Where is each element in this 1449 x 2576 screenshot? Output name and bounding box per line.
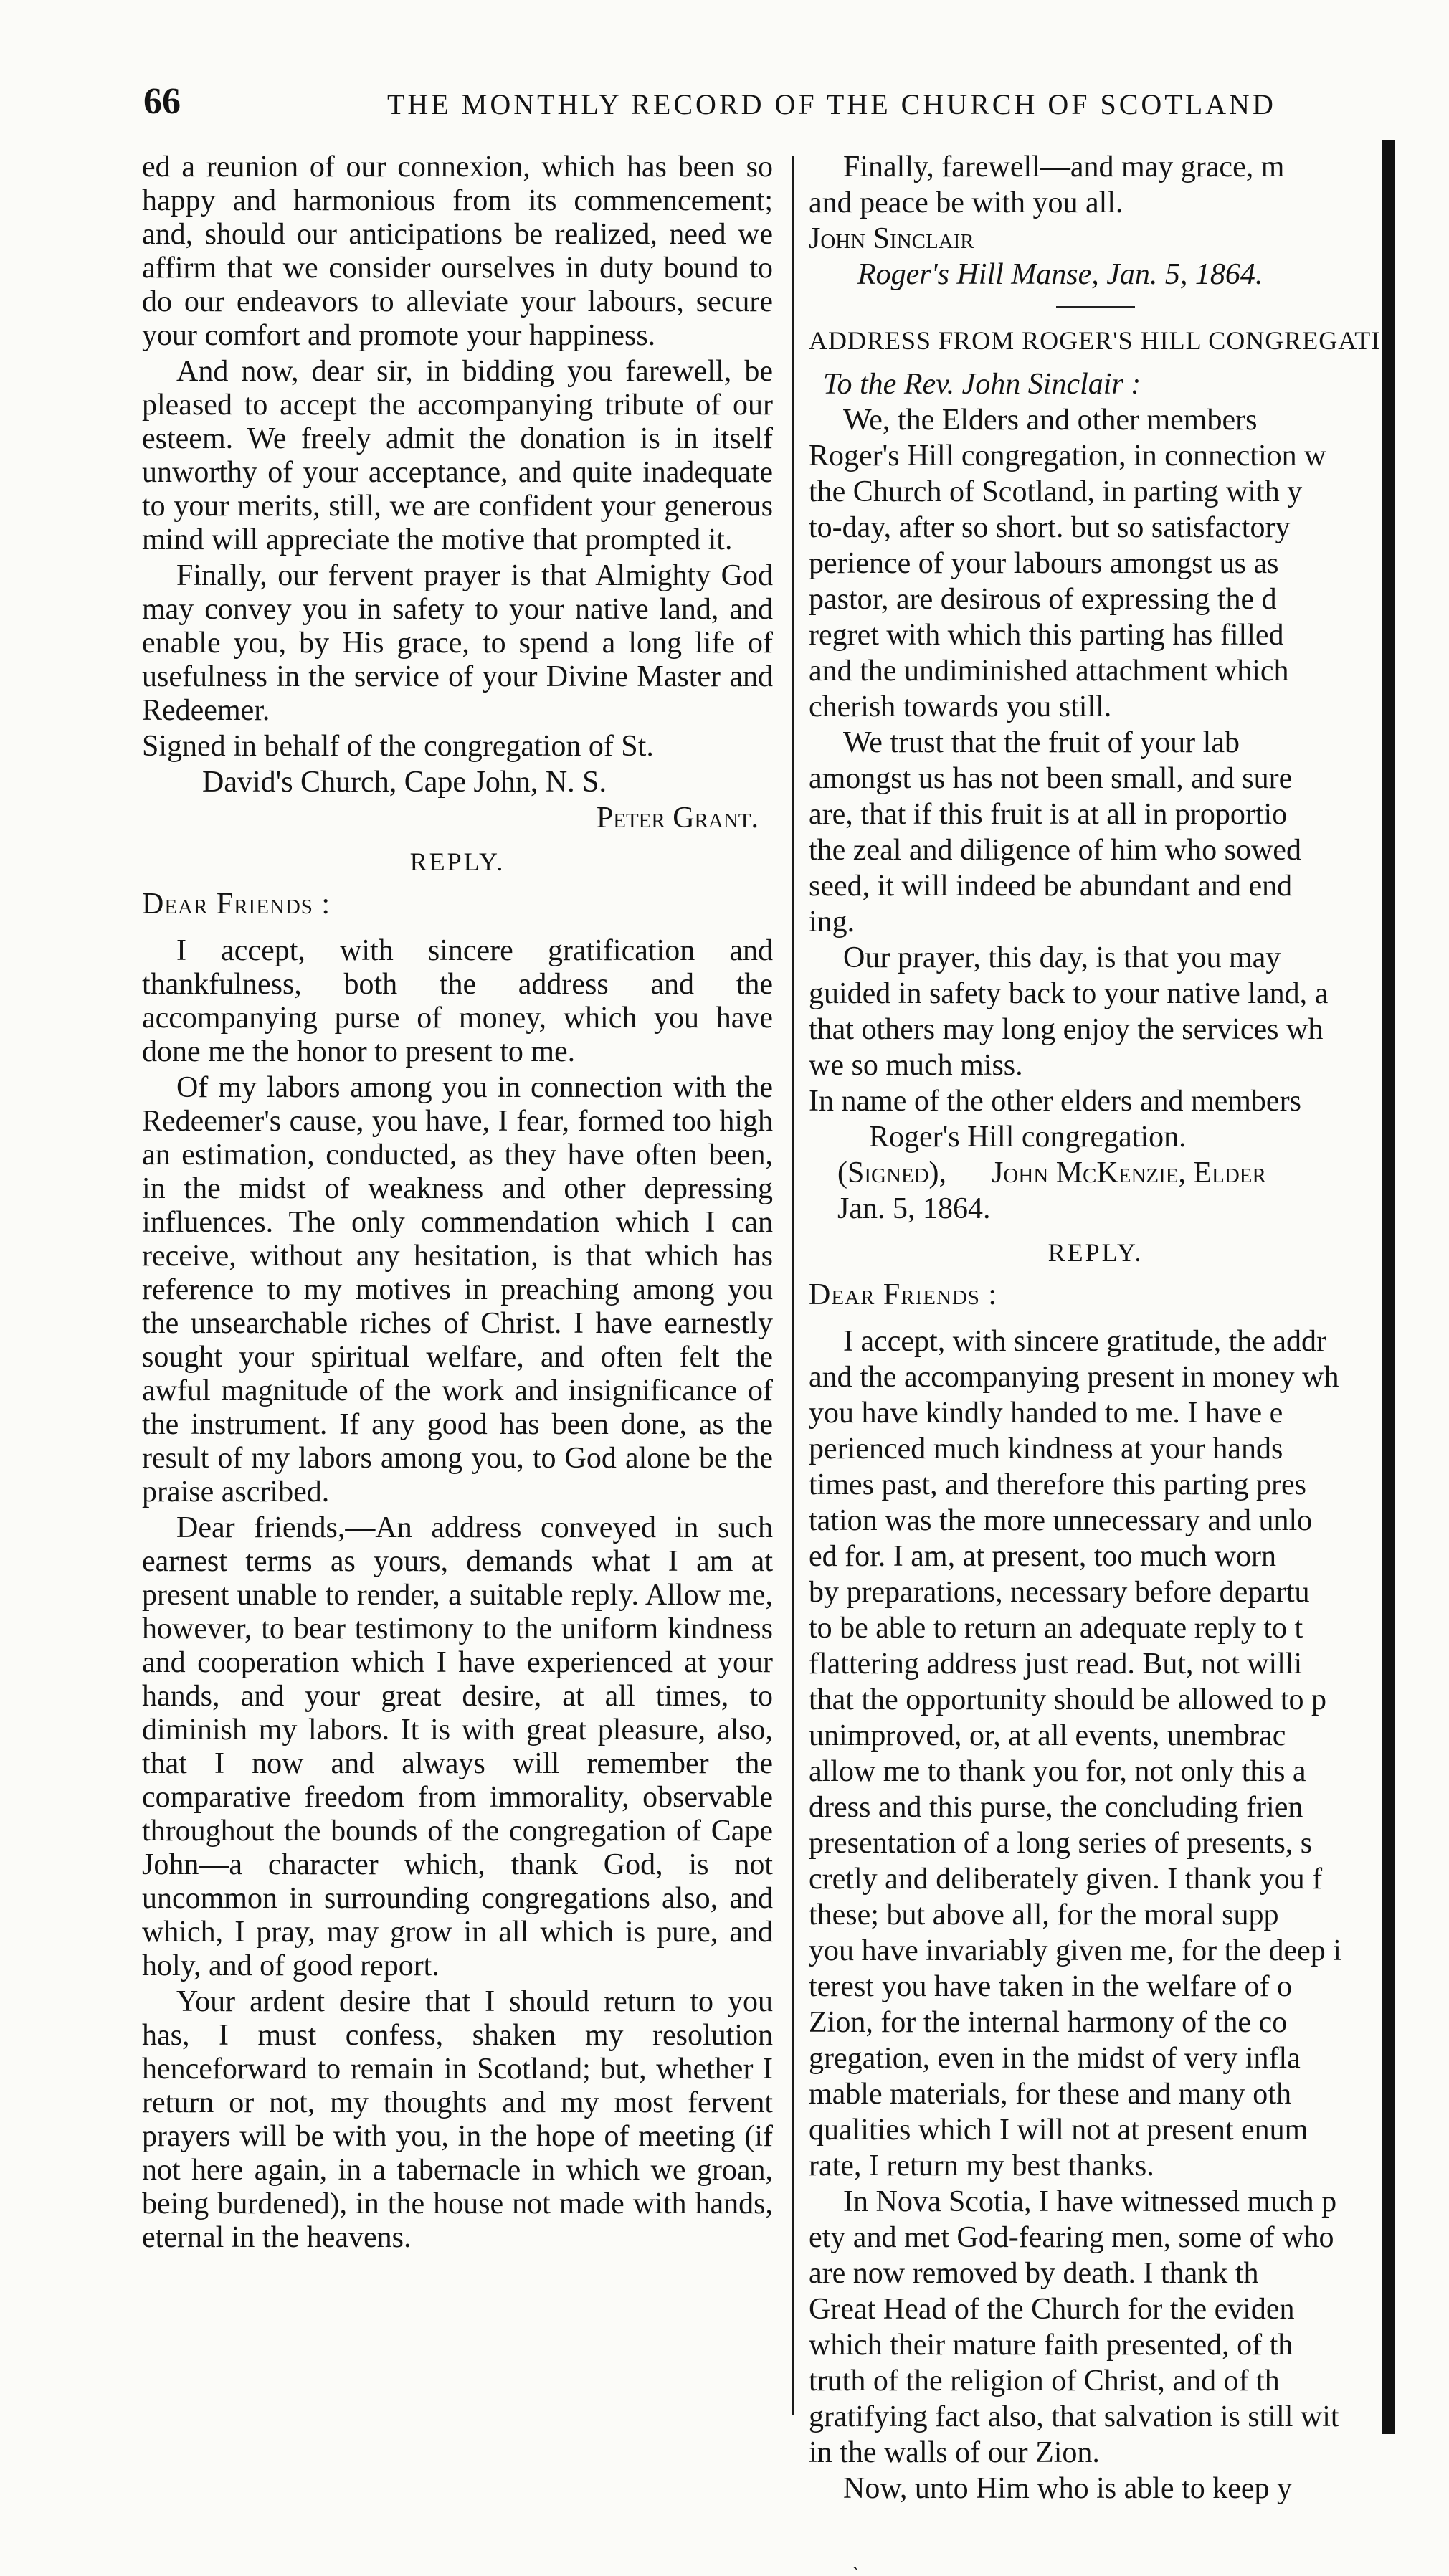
- text-line: cherish towards you still.: [809, 690, 1112, 723]
- text-line: unimproved, or, at all events, unembrac: [809, 1719, 1286, 1752]
- text-line: truth of the religion of Christ, and of th: [809, 2364, 1280, 2397]
- text-line: We, the Elders and other members: [843, 404, 1258, 437]
- text-line: seed, it will indeed be abundant and end: [809, 870, 1293, 903]
- text-line: presentation of a long series of presents, s: [809, 1827, 1313, 1860]
- scan-mark: ˎ: [852, 2547, 859, 2570]
- text-line: and the accompanying present in money wh: [809, 1361, 1339, 1394]
- text-line: In Nova Scotia, I have witnessed much p: [843, 2185, 1337, 2218]
- reply-heading: REPLY.: [409, 847, 505, 876]
- text-line: the zeal and diligence of him who sowed: [809, 834, 1301, 867]
- left-column: [142, 151, 773, 2257]
- column-divider: [792, 156, 794, 2415]
- text-line: Our prayer, this day, is that you may: [843, 941, 1281, 974]
- page-number: 66: [143, 81, 181, 122]
- text-line: terest you have taken in the welfare of o: [809, 1970, 1293, 2003]
- text-line: Great Head of the Church for the eviden: [809, 2293, 1295, 2326]
- page-header: [143, 80, 1391, 138]
- text-line: pastor, are desirous of expressing the d: [809, 583, 1277, 616]
- text-line: which their mature faith presented, of th: [809, 2329, 1293, 2362]
- reply-paragraph-2: Of my labors among you in connection with the Redeemer's cause, you have, I fear, formed too high an estimation, conducted, as they have often been, in the midst of weakness and other depressing influences. The only commendation which I can receive, without any hesitation, is that which has reference to my motives in preaching among you the unsearchable riches of Christ. I have earnestly sought your spiritual welfare, and often felt the awful magnitude of the work and insignificance of the instrument. If any good has been done, as the result of my labors among you, to God alone be the praise ascribed.: [142, 1071, 773, 1508]
- text-line: regret with which this parting has filled: [809, 619, 1284, 652]
- address-heading: ADDRESS FROM ROGER'S HILL CONGREGATI: [809, 326, 1381, 355]
- text-line: ing.: [809, 906, 855, 938]
- text-line: ed for. I am, at present, too much worn: [809, 1540, 1276, 1573]
- text-line: tation was the more unnecessary and unlo: [809, 1504, 1313, 1537]
- name-line: In name of the other elders and members: [809, 1085, 1301, 1118]
- paragraph-farewell: And now, dear sir, in bidding you farewell, be pleased to accept the accompanying tribute of our esteem. We freely admit the donation is in itself unworthy of your acceptance, and quite inadequate to your merits, still, we are confident your generous mind will appreciate the motive that prompted it.: [142, 355, 773, 556]
- text-line: in the walls of our Zion.: [809, 2436, 1100, 2469]
- text-line: these; but above all, for the moral supp: [809, 1898, 1279, 1931]
- church-line: David's Church, Cape John, N. S.: [202, 766, 607, 799]
- addressee: To the Rev. John Sinclair :: [823, 368, 1141, 401]
- text-line: by preparations, necessary before departu: [809, 1576, 1310, 1609]
- text-line: guided in safety back to your native land, a: [809, 977, 1329, 1010]
- text-line: gregation, even in the midst of very infla: [809, 2042, 1301, 2075]
- text-line: gratifying fact also, that salvation is still wit: [809, 2400, 1339, 2433]
- text-line: you have kindly handed to me. I have e: [809, 1397, 1283, 1430]
- text-line: ety and met God-fearing men, some of who: [809, 2221, 1334, 2254]
- dateline: Roger's Hill Manse, Jan. 5, 1864.: [857, 258, 1263, 291]
- date-line: Jan. 5, 1864.: [837, 1192, 991, 1225]
- text-line: to be able to return an adequate reply to t: [809, 1612, 1303, 1645]
- text-line: times past, and therefore this parting pres: [809, 1468, 1306, 1501]
- text-line: perience of your labours amongst us as: [809, 547, 1279, 580]
- text-line: allow me to thank you for, not only this a: [809, 1755, 1306, 1788]
- text-line: you have invariably given me, for the deep i: [809, 1934, 1341, 1967]
- text-line: flattering address just read. But, not willi: [809, 1648, 1303, 1681]
- text-line: cretly and deliberately given. I thank you f: [809, 1863, 1323, 1896]
- text-line: that the opportunity should be allowed to p: [809, 1683, 1327, 1716]
- salutation: Dear Friends :: [809, 1278, 998, 1311]
- salutation: Dear Friends :: [142, 888, 331, 921]
- farewell-line: and peace be with you all.: [809, 186, 1123, 219]
- reply-paragraph-1: I accept, with sincere gratification and thankfulness, both the address and the accompanying purse of money, which you have done me the honor to present to me.: [142, 934, 773, 1068]
- paragraph-prayer: Finally, our fervent prayer is that Almighty God may convey you in safety to your native land, and enable you, by His grace, to spend a long life of usefulness in the service of your Divine Master and Redeemer.: [142, 559, 773, 727]
- signer-name: John Sinclair: [809, 222, 974, 255]
- paragraph-address-end: ed a reunion of our connexion, which has been so happy and harmonious from its commencement; and, should our anticipations be realized, need we affirm that we consider ourselves in duty bound to do our endeavors to alleviate your labours, secure your comfort and promote your happiness.: [142, 151, 773, 352]
- text-line: I accept, with sincere gratitude, the addr: [843, 1325, 1327, 1358]
- text-line: are, that if this fruit is at all in proportio: [809, 798, 1288, 831]
- text-line: We trust that the fruit of your lab: [843, 726, 1240, 759]
- section-rule: [1056, 306, 1135, 308]
- farewell-line: Finally, farewell—and may grace, m: [843, 151, 1285, 184]
- reply-paragraph-3: Dear friends,—An address conveyed in such earnest terms as yours, demands what I am at present unable to render, a suitable reply. Allow me, however, to bear testimony to the uniform kindness and cooperation which I have experienced at your hands, and your great desire, at all times, to diminish my labors. It is with great pleasure, also, that I now and always will remember the comparative freedom from immorality, observable throughout the bounds of the congregation of Cape John—a character which, thank God, is not uncommon in surrounding congregations also, and which, I pray, may grow in all which is pure, and holy, and of good report.: [142, 1511, 773, 1982]
- signed-line: (Signed), John McKenzie, Elder: [837, 1156, 1266, 1189]
- running-title: THE MONTHLY RECORD OF THE CHURCH OF SCOTLAND: [387, 88, 1276, 120]
- text-line: we so much miss.: [809, 1049, 1023, 1082]
- text-line: the Church of Scotland, in parting with y: [809, 475, 1303, 508]
- scan-edge-shadow: [1382, 140, 1395, 2434]
- text-line: that others may long enjoy the services wh: [809, 1013, 1324, 1046]
- text-line: rate, I return my best thanks.: [809, 2149, 1154, 2182]
- text-line: are now removed by death. I thank th: [809, 2257, 1259, 2290]
- text-line: to-day, after so short. but so satisfactory: [809, 511, 1291, 544]
- congregation-line: Roger's Hill congregation.: [869, 1121, 1187, 1154]
- reply-paragraph-4: Your ardent desire that I should return to you has, I must confess, shaken my resolution henceforward to remain in Scotland; but, whether I return or not, my thoughts and my most fervent prayers will be with you, in the hope of meeting (if not here again, in a tabernacle in which we groan, being burdened), in the house not made with hands, eternal in the heavens.: [142, 1985, 773, 2254]
- reply-heading: REPLY.: [1047, 1238, 1144, 1267]
- text-line: qualities which I will not at present enum: [809, 2114, 1308, 2147]
- signed-line: Signed in behalf of the congregation of St.: [142, 730, 654, 763]
- text-line: Zion, for the internal harmony of the co: [809, 2006, 1288, 2039]
- right-column: [809, 151, 1382, 2508]
- text-line: mable materials, for these and many oth: [809, 2078, 1291, 2111]
- text-line: Roger's Hill congregation, in connection w: [809, 439, 1326, 472]
- text-line: dress and this purse, the concluding frien: [809, 1791, 1303, 1824]
- text-line: Now, unto Him who is able to keep y: [843, 2472, 1293, 2505]
- signer-name: Peter Grant.: [596, 802, 759, 835]
- text-line: perienced much kindness at your hands: [809, 1432, 1283, 1465]
- text-line: and the undiminished attachment which: [809, 655, 1289, 688]
- text-line: amongst us has not been small, and sure: [809, 762, 1293, 795]
